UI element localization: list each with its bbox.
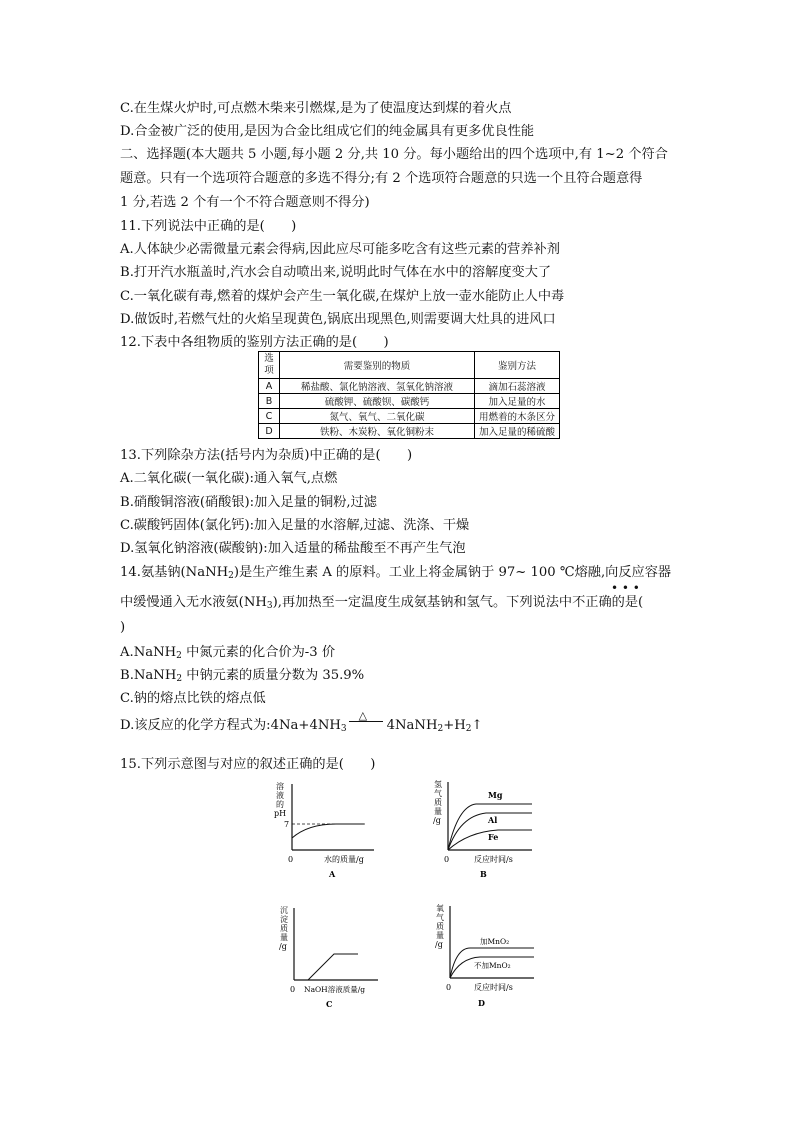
graph-d-legend-with: 加MnO₂ [480,937,510,946]
q14-option-c: C.钠的熔点比铁的熔点低 [120,691,266,706]
section-instructions-1: 题意。只有一个选项符合题意的多选不得分;有 2 个选项符合题意的只选一个且符合题意得 [120,171,643,186]
q12-stem: 12.下表中各组物质的鉴别方法正确的是( ) [120,335,389,350]
graph-a-origin: 0 [288,855,294,864]
table-cell: 加入足量的水 [475,394,560,409]
table-cell: 氮气、氧气、二氧化碳 [280,409,475,424]
table-cell: 滴加石蕊溶液 [475,379,560,394]
q13-option-b: B.硝酸铜溶液(硝酸银):加入足量的铜粉,过滤 [120,495,377,510]
graph-b-legend-al: Al [488,815,498,825]
table-row [259,394,560,409]
graph-c-ylabel: /g [279,942,287,951]
graph-d-caption: D [478,998,485,1008]
graph-b-ylabel: 氢 [434,780,442,789]
table-cell: 用燃着的木条区分 [475,409,560,424]
graph-c [274,902,384,1012]
graph-d-origin: 0 [446,983,452,992]
graph-b-xlabel: 反应时间/s [474,855,513,864]
graph-d-xlabel: 反应时间/s [474,983,513,992]
graph-b [428,776,538,882]
graph-b-ylabel: 质 [434,798,442,807]
graph-a-tick-7: 7 [284,820,290,829]
graph-d-ylabel: 质 [436,922,444,931]
graph-d-ylabel: /g [435,940,443,949]
graph-a-xlabel: 水的质量/g [324,855,364,864]
emphasis-dots: • • • [611,581,640,595]
q13-option-d: D.氢氧化钠溶液(碳酸钠):加入适量的稀盐酸至不再产生气泡 [120,541,466,556]
table-cell: C [259,409,280,424]
graph-a-curve [292,824,364,838]
table-header-option: 选项 [259,352,280,379]
reaction-arrow-line [349,721,383,722]
graph-a-ylabel: 溶 [276,782,284,791]
graph-c-caption: C [326,999,333,1009]
q13-option-c: C.碳酸钙固体(氯化钙):加入足量的水溶解,过滤、洗涤、干燥 [120,518,470,533]
graph-b-ylabel: 气 [434,789,442,798]
q11-stem: 11.下列说法中正确的是( ) [120,219,297,234]
graph-d-legend-without: 不加MnO₂ [474,961,511,970]
identification-table [258,351,560,439]
section-instructions-2: 1 分,若选 2 个有一个不符合题意则不得分) [120,195,370,210]
table-cell: 铁粉、木炭粉、氧化铜粉末 [280,424,475,439]
q11-option-b: B.打开汽水瓶盖时,汽水会自动喷出来,说明此时气体在水中的溶解度变大了 [120,265,552,280]
q11-option-c: C.一氧化碳有毒,燃着的煤炉会产生一氧化碳,在煤炉上放一壶水能防止人中毒 [120,289,565,304]
graph-c-ylabel: 沉 [280,906,288,915]
graph-b-origin: 0 [444,855,450,864]
graph-c-xlabel: NaOH溶液质量/g [304,985,366,994]
q13-option-a: A.二氧化碳(一氧化碳):通入氧气,点燃 [120,471,338,486]
q14-stem-line-2: 中缓慢通入无水液氨$(NH_3)$,再加热至一定温度生成氨基钠和氢气。下列说法中不正确的是( [120,595,644,611]
table-row [259,424,560,439]
table-header-method: 鉴别方法 [475,352,560,379]
graph-b-legend-mg: Mg [488,790,503,800]
q10-option-d: D.合金被广泛的使用,是因为合金比组成它们的纯金属具有更多优良性能 [120,124,535,139]
graph-c-origin: 0 [290,985,296,994]
table-cell: 稀盐酸、氯化钠溶液、氢氧化钠溶液 [280,379,475,394]
q14-stem-line-3: ) [120,620,126,635]
table-cell: D [259,424,280,439]
graph-a-caption: A [329,869,336,879]
table-header-substances: 需要鉴别的物质 [280,352,475,379]
table-cell: B [259,394,280,409]
graph-b-caption: B [480,869,487,879]
table-header-row [259,352,560,379]
heat-symbol: △ [358,708,368,722]
graph-a-ylabel: 的 [276,800,284,809]
graph-a-ylabel: 液 [276,791,284,800]
section-heading: 二、选择题(本大题共 5 小题,每小题 2 分,共 10 分。每小题给出的四个选项中,有 1~2 个符合 [120,147,668,162]
graph-b-ylabel: /g [433,816,441,825]
graph-d-ylabel: 气 [436,913,444,922]
table-cell: 硫酸钾、硫酸钡、碳酸钙 [280,394,475,409]
q13-stem: 13.下列除杂方法(括号内为杂质)中正确的是( ) [120,448,413,463]
graph-b-legend-fe: Fe [488,832,499,842]
graph-c-ylabel: 淀 [280,915,288,924]
graph-d [430,900,540,1012]
table-row [259,379,560,394]
table-row [259,409,560,424]
table-cell: A [259,379,280,394]
reaction-condition [347,708,387,733]
graph-b-ylabel: 量 [434,807,442,816]
q11-option-a: A.人体缺少必需微量元素会得病,因此应尽可能多吃含有这些元素的营养补剂 [120,242,560,257]
table-cell: 加入足量的稀硫酸 [475,424,560,439]
graph-c-curve [308,954,358,980]
graph-d-ylabel: 氧 [436,904,444,913]
q14-option-d: D.该反应的化学方程式为$:4Na+4NH_3$ △ $4NaNH_2+H_2↑$ [120,708,483,734]
graph-a-ylabel: pH [274,809,287,818]
q14-stem-line-1: 14.氨基钠(NaNH$_2$)是生产维生素 A 的原料。工业上将金属钠于 97~ 100 ℃熔融,向反应容器 [120,565,672,581]
q11-option-d: D.做饭时,若燃气灶的火焰呈现黄色,锅底出现黑色,则需要调大灶具的进风口 [120,312,556,327]
graph-c-ylabel: 质 [280,924,288,933]
q14-option-a: A.NaNH$_2$ 中氮元素的化合价为-3 价 [120,645,336,661]
graph-d-ylabel: 量 [436,931,444,940]
q14-option-b: B.NaNH$_2$ 中钠元素的质量分数为 35.9% [120,668,365,684]
graph-c-ylabel: 量 [280,933,288,942]
q10-option-c: C.在生煤火炉时,可点燃木柴来引燃煤,是为了使温度达到煤的着火点 [120,101,512,116]
q15-stem: 15.下列示意图与对应的叙述正确的是( ) [120,757,376,772]
graph-a [272,778,382,882]
